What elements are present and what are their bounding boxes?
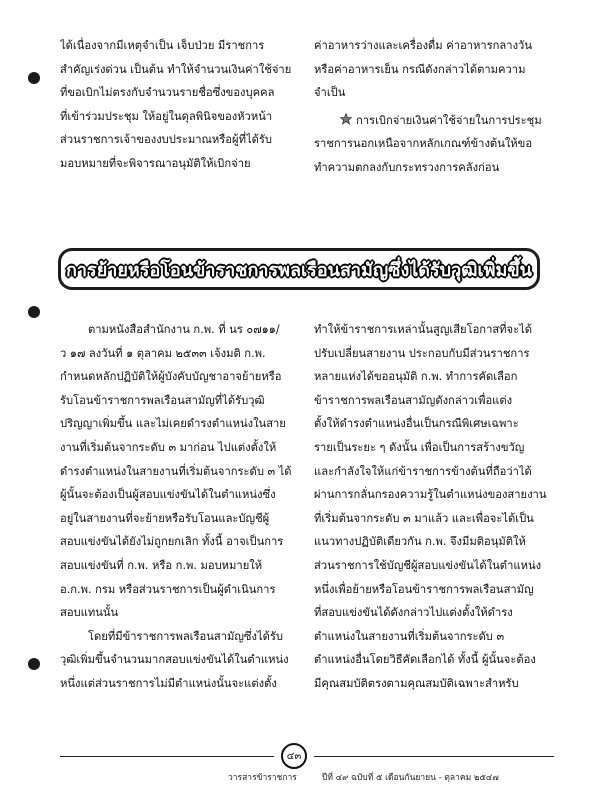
text-line: หนึ่งเพื่อย้ายหรือโอนข้าราชการพลเรือนสามัญ xyxy=(314,582,534,596)
text-line: สอบแข่งขันที่ ก.พ. หรือ ก.พ. มอบหมายให้ xyxy=(60,558,263,572)
text-line: ส่วนราชการเจ้าของงบประมาณหรือผู้ที่ได้รับ xyxy=(60,133,272,147)
text-line: ตั้งให้ดำรงตำแหน่งอื่นเป็นกรณีพิเศษเฉพาะ xyxy=(314,417,519,431)
text-line: ผู้นั้นจะต้องเป็นผู้สอบแข่งขันได้ในตำแหน่งซึ่ง xyxy=(60,488,276,502)
text-line: ตำแหน่งในสายงานที่เริ่มต้นจากระดับ ๓ xyxy=(314,629,505,643)
section-title: การย้ายหรือโอนข้าราชการพลเรือนสามัญซึ่งได้รับวุฒิเพิ่มขึ้น xyxy=(66,259,532,281)
text-line: ว ๑๗ ลงวันที่ ๑ ตุลาคม ๒๕๓๓ เจ้งมติ ก.พ. xyxy=(60,346,266,360)
text-line: รับโอนข้าราชการพลเรือนสามัญที่ได้รับวุฒิ xyxy=(60,393,265,407)
text-line: งานที่เริ่มต้นจากระดับ ๓ มาก่อน ไปแต่งตั้งให้ xyxy=(60,440,277,454)
text-line: ปริญญาเพิ่มขึ้น และไม่เคยดำรงตำแหน่งในสาย xyxy=(60,417,286,431)
text-line: หลายแห่งได้ขออนุมัติ ก.พ. ทำการคัดเลือก xyxy=(314,370,518,384)
text-line: อยู่ในสายงานที่จะย้ายหรือรับโอนและบัญชีผู้ xyxy=(60,511,270,525)
text-line: สำคัญเร่งด่วน เป็นต้น ทำให้จำนวนเงินค่าใช้จ่าย xyxy=(60,62,292,76)
footer-issue-info: ปีที่ ๔๙ ฉบับที่ ๕ เดือนกันยายน - ตุลาคม ๒๕๔๗ xyxy=(322,773,499,783)
text-line: ตำแหน่งอื่นโดยวิธีคัดเลือกได้ ทั้งนี้ ผู้นั้นจะต้อง xyxy=(314,653,536,667)
text-line: ส่วนราชการใช้บัญชีผู้สอบแข่งขันได้ในตำแหน่ง xyxy=(314,558,542,572)
text-line: ปรับเปลี่ยนสายงาน ประกอบกับมีส่วนราชการ xyxy=(314,346,530,360)
text-line: ทำให้ข้าราชการเหล่านั้นสูญเสียโอกาสที่จะได้ xyxy=(314,323,533,336)
bottom-left-column xyxy=(60,318,292,696)
text-line: ที่เข้าร่วมประชุม ให้อยู่ในดุลพินิจของหัวหน้า xyxy=(60,109,273,123)
text-line: กำหนดหลักปฏิบัติให้ผู้บังคับบัญชาอาจย้ายหรือ xyxy=(60,370,282,384)
note-text: การเบิกจ่ายเงินค่าใช้จ่ายในการประชุม xyxy=(356,113,542,127)
punch-hole-icon xyxy=(28,72,40,84)
text-line: สอบแข่งขันได้ยังไม่ถูกยกเลิก ทั้งนี้ อาจเป็นการ xyxy=(60,535,284,549)
text-line: ที่สอบแข่งขันได้ดังกล่าวไปแต่งตั้งให้ดำรง xyxy=(314,606,513,620)
text-line: แนวทางปฏิบัติเดียวกัน ก.พ. จึงมีมติอนุมัติให้ xyxy=(314,535,526,549)
punch-hole-icon xyxy=(28,658,40,670)
top-left-column xyxy=(60,34,292,176)
note-line: ทำความตกลงกับกระทรวงการคลังก่อน xyxy=(314,160,500,174)
text-line: จำเป็น xyxy=(314,86,346,100)
text-line: ข้าราชการพลเรือนสามัญดังกล่าวเพื่อแต่ง xyxy=(314,393,513,407)
note-line: ราชการนอกเหนือจากหลักเกณฑ์ข้างต้นให้ขอ xyxy=(314,137,533,151)
text-line: ที่เริ่มต้นจากระดับ ๓ มาแล้ว และเพื่อจะได้เป็น xyxy=(314,511,534,525)
bottom-right-column xyxy=(314,318,554,696)
text-line: หนึ่งแต่ส่วนราชการไม่มีตำแหน่งนั้นจะแต่งตั้ง xyxy=(60,676,277,690)
text-line: ผ่านการกลั่นกรองความรู้ในตำแหน่งของสายงาน xyxy=(314,488,547,502)
text-line: และกำลังใจให้แก่ข้าราชการข้างต้นที่ถือว่าได้ xyxy=(314,464,532,478)
page-number xyxy=(281,743,307,769)
footer-rule-left xyxy=(60,756,274,757)
section-banner xyxy=(58,248,540,290)
text-line: อ.ก.พ. กรม หรือส่วนราชการเป็นผู้ดำเนินการ xyxy=(60,582,276,596)
text-line: รายเป็นระยะ ๆ ดังนั้น เพื่อเป็นการสร้างขวัญ xyxy=(314,440,525,454)
page-number-text: ๔๓ xyxy=(286,750,302,762)
text-line: หรือค่าอาหารเย็น กรณีดังกล่าวได้ตามความ xyxy=(314,62,526,76)
top-right-column xyxy=(314,34,554,180)
punch-hole-icon xyxy=(28,306,40,318)
paragraph-first-line: โดยที่มีข้าราชการพลเรือนสามัญซึ่งได้รับ xyxy=(88,629,283,643)
text-line: ได้เนื่องจากมีเหตุจำเป็น เจ็บป่วย มีราชการ xyxy=(60,39,265,52)
footer-rule-right xyxy=(314,756,554,757)
paragraph-first-line: ตามหนังสือสำนักงาน ก.พ. ที่ นร ๐๗๑๑/ xyxy=(88,323,280,336)
star-icon xyxy=(340,113,352,125)
text-line: วุฒิเพิ่มขึ้นจำนวนมากสอบแข่งขันได้ในตำแหน่ง xyxy=(60,653,289,667)
text-line: มอบหมายที่จะพิจารณาอนุมัติให้เบิกจ่าย xyxy=(60,156,251,170)
text-line: ดำรงตำแหน่งในสายงานที่เริ่มต้นจากระดับ ๓ ได้ xyxy=(60,464,292,478)
text-line: ที่ขอเบิกไม่ตรงกับจำนวนรายชื่อซึ่งของบุคคล xyxy=(60,86,275,100)
footer-journal-name: วารสารข้าราชการ xyxy=(228,773,297,783)
text-line: ค่าอาหารว่างและเครื่องดื่ม ค่าอาหารกลางวัน xyxy=(314,39,532,52)
note-line xyxy=(314,109,554,133)
text-line: มีคุณสมบัติตรงตามคุณสมบัติเฉพาะสำหรับ xyxy=(314,676,519,690)
text-line: สอบแทนนั้น xyxy=(60,606,119,620)
